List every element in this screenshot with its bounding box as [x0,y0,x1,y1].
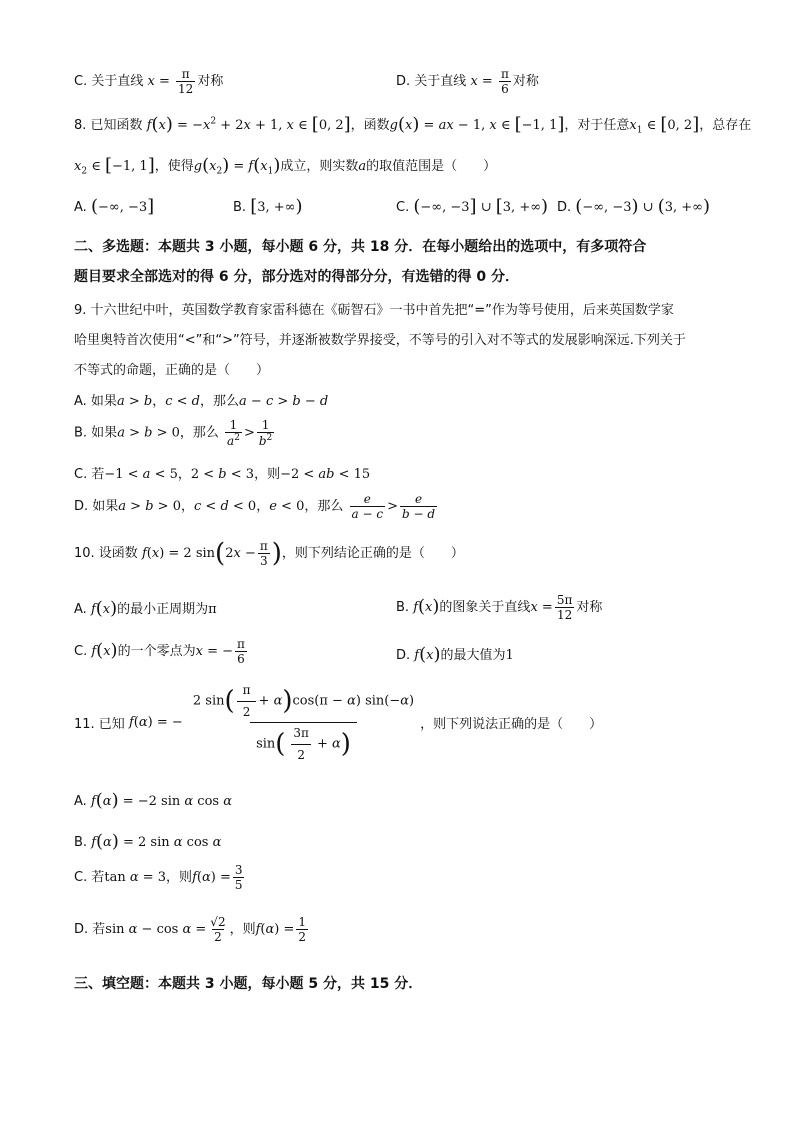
q11-stem: 11. 已知 f(α) = − 2 sin( $\frac{\pi}{2}$ + α)cos(π − α) sin(−α) sin( $\frac{3\pi}{2}$ + α) ，则下列说法正确的是（ ） [74,683,603,762]
q10-option-a: A. f(x)的最小正周期为π [74,598,217,619]
q8-option-d: D. (−∞, −3) ∪ (3, +∞) [557,196,711,217]
q9-option-c: C. 若−1 < a < 5，2 < b < 3，则−2 < ab < 15 [74,467,371,482]
q9-option-d: D. 如果a > b > 0，c < d < 0，e < 0，那么 $\frac{e}{a - c}$ > $\frac{e}{b - d}$ [74,492,436,521]
q8-option-c: C. (−∞, −3] ∪ [3, +∞) [396,196,549,217]
option-suffix: 对称 [197,74,224,90]
section-heading-multiple-choice-cont: 题目要求全部选对的得 6 分，部分选对的得部分分，有选错的得 0 分． [74,269,519,285]
q7-option-d: D. 关于直线 x = $\frac{\pi}{6}$ 对称 [396,67,539,96]
q9-option-b: B. 如果a > b > 0，那么 $\frac{1}{a^2}$ > $\frac{1}{b^2}$ [74,418,273,448]
option-suffix: 对称 [512,74,539,90]
q11-option-a: A. f(α) = −2 sin α cos α [74,790,232,811]
fraction: $\frac{\pi}{6}$ [500,67,509,96]
q10-option-b: B. f(x)的图象关于直线x = $\frac{5\pi}{12}$ 对称 [396,593,603,622]
fraction: $\frac{\pi}{12}$ [178,67,194,96]
section-heading-fill-in: 三、填空题：本题共 3 小题，每小题 5 分，共 15 分． [74,976,423,992]
q11-fraction: 2 sin( $\frac{\pi}{2}$ + α)cos(π − α) sin(−α) sin( $\frac{3\pi}{2}$ + α) [192,683,415,762]
q8-option-a: A. (−∞, −3] [74,196,155,217]
q9-option-a: A. 如果a > b，c < d，那么a − c > b − d [74,394,329,409]
option-label: D. [396,74,411,90]
section-heading-multiple-choice: 二、多选题：本题共 3 小题，每小题 6 分，共 18 分．在每小题给出的选项中，有多项符合 [74,239,647,255]
q10-stem: 10. 设函数 f(x) = 2 sin(2x − $\frac{\pi}{3}$ )，则下列结论正确的是（ ） [74,538,464,569]
q9-stem-line1: 9. 十六世纪中叶，英国数学教育家雷科德在《砺智石》一书中首先把“=”作为等号使用，后来英国数学家 [74,303,674,318]
q10-option-d: D. f(x)的最大值为1 [396,644,514,665]
option-text: 关于直线 [91,74,144,90]
option-text: 关于直线 [414,74,467,90]
q8-line1: 8. 已知函数 $f(x) = -x^2 + 2x + 1$, x ∈ [0, 2]，函数g(x) = ax − 1, x ∈ [−1, 1]，对于任意$x_1$ ∈ [0, 2]，总存在 [74,114,752,136]
q11-option-b: B. f(α) = 2 sin α cos α [74,831,222,852]
q7-option-c: C. 关于直线 x = $\frac{\pi}{12}$ 对称 [74,67,224,96]
q9-stem-line3: 不等式的命题，正确的是（ ） [74,363,270,378]
q9-stem-line2: 哈里奥特首次使用“<”和“>”符号，并逐渐被数学界接受，不等号的引入对不等式的发展影响深远.下列关于 [74,333,686,348]
q10-option-c: C. f(x)的一个零点为x = − $\frac{\pi}{6}$ [74,637,245,666]
q11-option-d: D. 若sin α − cos α = $\frac{√2}{2}$ ，则f(α) = $\frac{1}{2}$ [74,915,307,944]
q8-option-b: B. [3, +∞) [233,196,303,217]
option-label: C. [74,74,88,90]
q11-option-c: C. 若tan α = 3，则f(α) = $\frac{3}{5}$ [74,863,243,892]
q8-line2: $x_2$ ∈ [−1, 1]，使得$g(x_2) = f(x_1)$成立，则实数a的取值范围是（ ） [74,155,497,177]
